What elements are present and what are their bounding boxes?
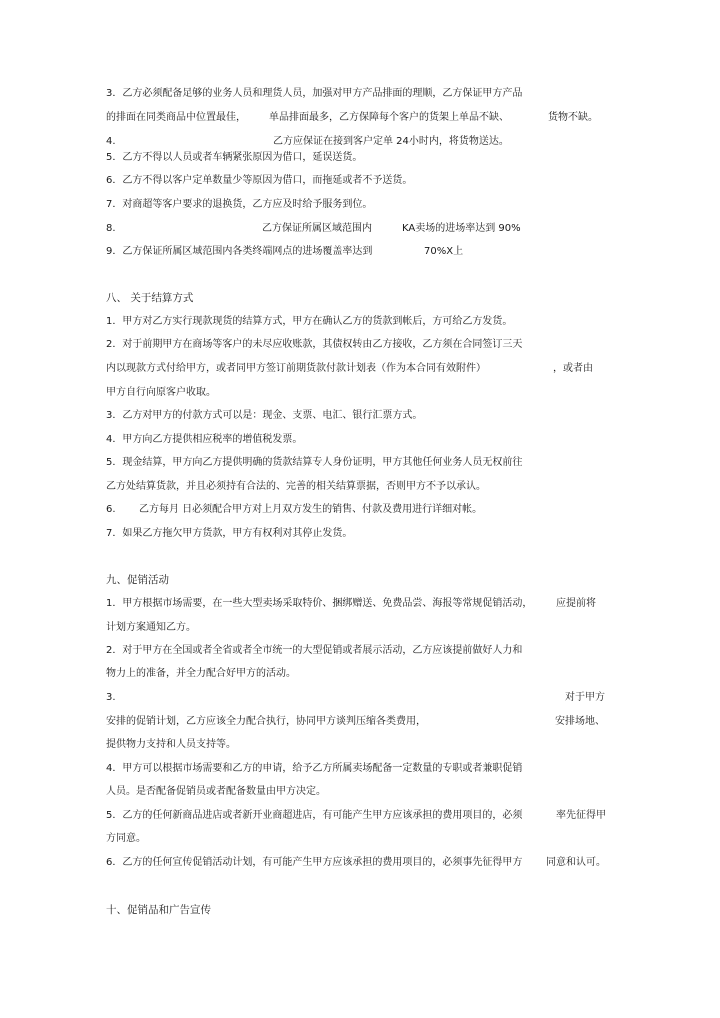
s9-line-2: 计划方案通知乙方。 <box>106 622 196 633</box>
s8-line-6: 4．甲方向乙方提供相应税率的增值税发票。 <box>106 434 303 445</box>
s9-line-5b: 对于甲方 <box>565 692 605 703</box>
s7-line-5: 6．乙方不得以客户定单数量少等原因为借口，而拖延或者不予送货。 <box>106 175 413 186</box>
s9-line-7: 提供物力支持和人员支持等。 <box>106 739 236 750</box>
section-10-title: 十、促销品和广告宣传 <box>106 904 211 916</box>
s9-line-4: 物力上的准备，并全力配合好甲方的活动。 <box>106 668 296 679</box>
s7-line-8b: 70%X上 <box>424 246 464 257</box>
s7-line-3b: 乙方应保证在接到客户定单 24小时内，将货物送达。 <box>273 136 509 147</box>
s8-line-3a: 内以现款方式付给甲方，或者同甲方签订前期货款付款计划表（作为本合同有效附件） <box>106 363 486 374</box>
s9-line-3: 2．对于甲方在全国或者全省或者全市统一的大型促销或者展示活动，乙方应该提前做好人力和 <box>106 645 523 656</box>
s9-line-12a: 6．乙方的任何宣传促销活动计划，有可能产生甲方应该承担的费用项目的，必须事先征得甲方 <box>106 857 523 868</box>
s8-line-8: 乙方处结算货款，并且必须持有合法的、完善的相关结算票据，否则甲方不予以承认。 <box>106 481 486 492</box>
s7-line-7b: 乙方保证所属区域范围内 <box>262 223 372 234</box>
s7-line-2b: 单品排面最多，乙方保障每个客户的货架上单品不缺、 <box>269 112 509 123</box>
s9-line-12b: 同意和认可。 <box>546 857 606 868</box>
section-8-title: 八、 关于结算方式 <box>106 292 194 304</box>
s8-line-10: 7．如果乙方拖欠甲方货款，甲方有权利对其停止发货。 <box>106 528 353 539</box>
s9-line-8: 4．甲方可以根据市场需要和乙方的申请，给予乙方所属卖场配备一定数量的专职或者兼职促销 <box>106 763 523 774</box>
s9-line-9: 人员。是否配备促销员或者配备数量由甲方决定。 <box>106 786 326 797</box>
s7-line-2c: 货物不缺。 <box>548 112 598 123</box>
section-9-title: 九、促销活动 <box>106 574 169 586</box>
s7-line-2a: 的排面在同类商品中位置最佳， <box>106 112 246 123</box>
s8-line-9a: 6. <box>106 504 116 515</box>
s7-line-8a: 9．乙方保证所属区域范围内各类终端网点的进场覆盖率达到 <box>106 246 373 257</box>
s7-line-4: 5．乙方不得以人员或者车辆紧张原因为借口，延误送货。 <box>106 152 363 163</box>
s8-line-3b: ，或者由 <box>553 363 593 374</box>
s9-line-1b: 应提前将 <box>556 598 596 609</box>
s9-line-5a: 3. <box>106 692 116 703</box>
s9-line-1a: 1．甲方根据市场需要，在一些大型卖场采取特价、捆绑赠送、免费品尝、海报等常规促销活动， <box>106 598 533 609</box>
s8-line-4: 甲方自行向原客户收取。 <box>106 387 216 398</box>
s9-line-6a: 安排的促销计划，乙方应该全力配合执行，协同甲方谈判压缩各类费用， <box>106 716 426 727</box>
s8-line-5: 3．乙方对甲方的付款方式可以是：现金、支票、电汇、银行汇票方式。 <box>106 410 423 421</box>
s8-line-7: 5．现金结算，甲方向乙方提供明确的货款结算专人身份证明，甲方其他任何业务人员无权前往 <box>106 457 523 468</box>
s7-line-1: 3．乙方必须配备足够的业务人员和理货人员，加强对甲方产品排面的理顺，乙方保证甲方产品 <box>106 88 523 99</box>
s9-line-11: 方同意。 <box>106 833 146 844</box>
s7-line-3a: 4. <box>106 136 116 147</box>
s8-line-9b: 乙方每月 日必须配合甲方对上月双方发生的销售、付款及费用进行详细对帐。 <box>139 504 483 515</box>
s7-line-7a: 8. <box>106 223 116 234</box>
s9-line-10b: 率先征得甲 <box>556 810 606 821</box>
s9-line-6b: 安排场地、 <box>555 716 605 727</box>
s7-line-7c: KA卖场的进场率达到 90% <box>402 223 521 234</box>
s9-line-10a: 5．乙方的任何新商品进店或者新开业商超进店，有可能产生甲方应该承担的费用项目的，必须 <box>106 810 523 821</box>
s7-line-6: 7．对商超等客户要求的退换货，乙方应及时给予服务到位。 <box>106 199 373 210</box>
s8-line-1: 1．甲方对乙方实行现款现货的结算方式，甲方在确认乙方的货款到帐后，方可给乙方发货。 <box>106 316 513 327</box>
s8-line-2: 2．对于前期甲方在商场等客户的未尽应收账款，其债权转由乙方接收，乙方须在合同签订三天 <box>106 339 523 350</box>
